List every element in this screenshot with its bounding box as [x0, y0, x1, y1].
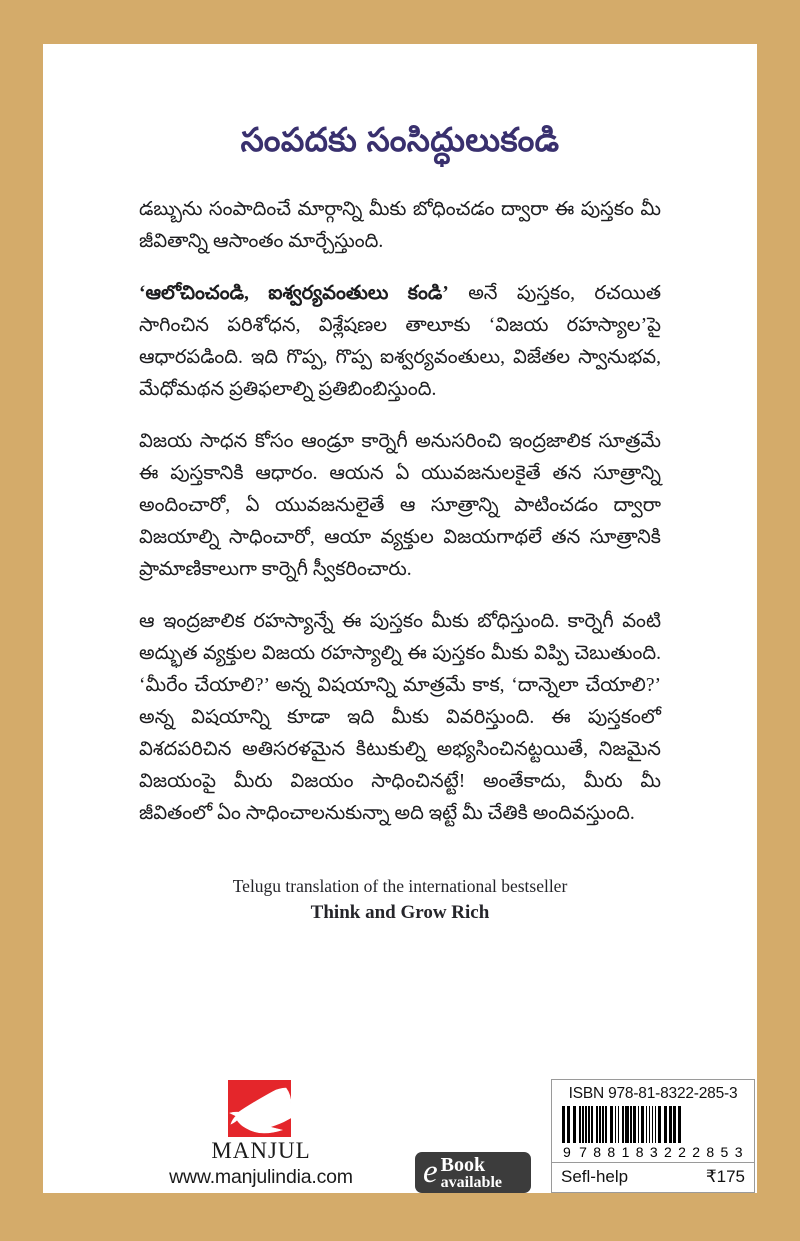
publisher-block [136, 1080, 386, 1189]
cover-footer [86, 1066, 800, 1237]
translation-note [139, 874, 661, 927]
flying-goose-icon [226, 1082, 306, 1146]
publisher-website[interactable]: www.manjulindia.com [169, 1166, 353, 1188]
ebook-e-glyph: e [423, 1154, 438, 1191]
original-title: Think and Grow Rich [310, 902, 490, 924]
cover-page-area [43, 44, 757, 1193]
page-title: సంపదకు సంసిద్ధులుకండి [240, 121, 560, 158]
paragraph-2-rest: అనే పుస్తకం, రచయిత సాగించిన పరిశోధన, విశ్లేషణల తాలూకు ‘విజయ రహస్యాల’పై ఆధారపడింది. ఇది గొప్ప, గొప్ప ఐశ్వర్యవంతులు, విజేతల స్వానుభవ, మేధోమథన ప్రతిఫలాల్ని ప్రతిబింబిస్తుంది. [139, 283, 661, 401]
isbn-category-price-row [552, 1163, 754, 1192]
isbn-number: ISBN 978-81-8322-285-3 [568, 1085, 738, 1102]
cover-text-content [139, 119, 661, 927]
book-name-emphasis: ‘ఆలోచించండి, ఐశ్వర్యవంతులు కండి’ [139, 283, 449, 305]
ebook-book-label: Book [440, 1153, 486, 1176]
barcode-bars [562, 1106, 744, 1143]
paragraph-2 [139, 278, 661, 406]
barcode-digits: 9 7 8 8 1 8 3 2 2 2 8 5 3 [563, 1144, 743, 1160]
paragraph-1: డబ్బును సంపాదించే మార్గాన్ని మీకు బోధించడం ద్వారా ఈ పుస్తకం మీ జీవితాన్ని ఆసాంతం మార్చేస్తుంది. [139, 199, 661, 253]
publisher-name: MANJUL [211, 1138, 311, 1163]
publisher-logo [228, 1080, 294, 1142]
ebook-available-label: available [440, 1173, 502, 1191]
book-price: ₹175 [705, 1167, 745, 1186]
isbn-barcode-block [551, 1079, 755, 1193]
ebook-available-badge [415, 1152, 531, 1193]
book-category: Sefl-help [561, 1167, 629, 1186]
ebook-label-stack [441, 1155, 502, 1191]
barcode [552, 1106, 754, 1162]
translation-subtitle: Telugu translation of the international bestseller [232, 875, 568, 896]
paragraph-4: ఆ ఇంద్రజాలిక రహస్యాన్నే ఈ పుస్తకం మీకు బోధిస్తుంది. కార్నెగీ వంటి అద్భుత వ్యక్తుల విజయ రహస్యాల్ని ఈ పుస్తకం మీకు విప్పి చెబుతుంది. ‘మీరేం చేయాలి?’ అన్న విషయాన్ని మాత్రమే కాక, ‘దాన్నెలా చేయాలి?’ అన్న విషయాన్ని కూడా ఇది మీకు వివరిస్తుంది. ఈ పుస్తకంలో విశదపరిచిన అతిసరళమైన కిటుకుల్ని అభ్యసించినట్టయితే, నిజమైన విజయంపై మీరు విజయం సాధించినట్టే! అంతేకాదు, మీరు మీ జీవితంలో ఏం సాధించాలనుకున్నా అది ఇట్టే మీ చేతికి అందివస్తుంది. [139, 610, 661, 824]
paragraph-3: విజయ సాధన కోసం ఆండ్రూ కార్నెగీ అనుసరించి ఇంద్రజాలిక సూత్రమే ఈ పుస్తకానికి ఆధారం. ఆయన ఏ యువజనులకైతే తన సూత్రాన్ని అందించారో, ఏ యువజనులైతే ఆ సూత్రాన్ని పాటించడం ద్వారా విజయాల్ని సాధించారో, ఆయా వ్యక్తుల విజయగాథలే తన సూత్రానికి ప్రామాణికాలుగా కార్నెగీ స్వీకరించారు. [139, 431, 661, 580]
